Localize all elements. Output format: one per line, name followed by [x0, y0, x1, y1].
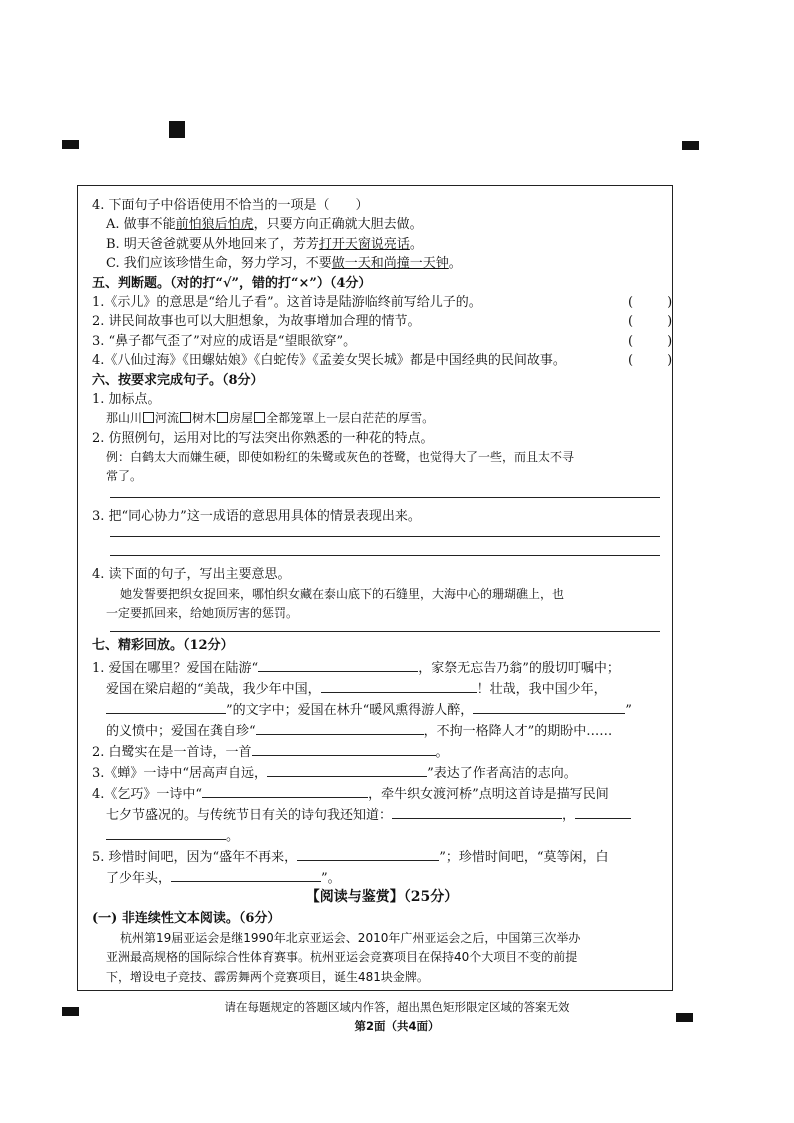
punctuation-box[interactable] — [180, 412, 191, 423]
registration-mark-top-square — [169, 121, 185, 138]
fill-blank[interactable] — [321, 678, 477, 693]
punctuation-sentence: 那山川 河流 树木 房屋 全都笼罩上一层白茫茫的厚雪。 — [106, 411, 435, 426]
fill-line: 3.《蝉》一诗中“居高声自远， ”表达了作者高洁的志向。 — [92, 762, 672, 783]
page-number: 第2面（共4面） — [354, 1019, 440, 1033]
fill-blank[interactable] — [256, 720, 424, 735]
fill-blank[interactable] — [202, 783, 368, 798]
fill-blank[interactable] — [106, 825, 226, 840]
fill-line: 。 — [92, 825, 672, 846]
fill-line: 2. 白鹭实在是一首诗，一首 。 — [92, 741, 672, 762]
reading-paragraph: 杭州第19届亚运会是继1990年北京亚运会、2010年广州亚运会之后，中国第三次举办 — [120, 930, 581, 945]
fill-line: 的义愤中；爱国在龚自珍“ ，不拘一格降人才”的期盼中…… — [92, 720, 672, 741]
answer-parens[interactable]: () — [628, 333, 707, 349]
judge-item: 3. “鼻子都气歪了”对应的成语是“望眼欲穿”。 () — [92, 332, 672, 351]
punctuation-box[interactable] — [217, 412, 228, 423]
answer-parens[interactable]: () — [628, 353, 707, 369]
punctuation-box[interactable] — [254, 412, 265, 423]
section-7-title: 七、精彩回放。（12分） — [92, 638, 234, 654]
fill-blank[interactable] — [258, 657, 418, 672]
answer-parens[interactable]: () — [628, 294, 707, 310]
fill-blank[interactable] — [392, 804, 562, 819]
q4-stem: 4. 下面句子中俗语使用不恰当的一项是（ ） — [92, 198, 369, 213]
judge-item: 1.《示儿》的意思是“给儿子看”。这首诗是陆游临终前写给儿子的。 () — [92, 293, 672, 312]
fill-line: 爱国在梁启超的“美哉，我少年中国， ！壮哉，我中国少年， — [92, 678, 672, 699]
section-6-title: 六、按要求完成句子。（8分） — [92, 372, 264, 388]
s6-q1: 1. 加标点。 — [92, 391, 161, 407]
s6-q4: 4. 读下面的句子，写出主要意思。 — [92, 567, 291, 583]
q4-option-c: C. 我们应该珍惜生命，努力学习，不要做一天和尚撞一天钟。 — [106, 256, 462, 272]
q4-option-b: B. 明天爸爸就要从外地回来了，芳芳打开天窗说亮话。 — [106, 236, 423, 252]
s6-q2: 2. 仿照例句，运用对比的写法突出你熟悉的一种花的特点。 — [92, 430, 434, 446]
reading-paragraph-cont: 亚洲最高规格的国际综合性体育赛事。杭州亚运会竞赛项目在保持40个大项目不变的前提 — [106, 950, 578, 965]
reading-subheading: (一) 非连续性文本阅读。（6分） — [92, 911, 281, 927]
punctuation-box[interactable] — [143, 412, 154, 423]
fill-line: 1. 爱国在哪里？爱国在陆游“ ，家祭无忘告乃翁”的殷切叮嘱中； — [92, 657, 672, 678]
q4-option-a: A. 做事不能前怕狼后怕虎，只要方向正确就大胆去做。 — [106, 217, 423, 233]
reading-heading: 【阅读与鉴赏】（25分） — [305, 889, 459, 906]
fill-blank[interactable] — [171, 867, 321, 882]
page-content — [92, 196, 707, 987]
registration-mark-top-left — [62, 140, 79, 149]
fill-line: 4.《乞巧》一诗中“ ，牵牛织女渡河桥”点明这首诗是描写民间 — [92, 783, 672, 804]
answer-area-notice: 请在每题规定的答题区域内作答，超出黑色矩形限定区域的答案无效 — [224, 1000, 570, 1014]
registration-mark-top-right — [682, 141, 699, 150]
s6-q3: 3. 把“同心协力”这一成语的意思用具体的情景表现出来。 — [92, 508, 421, 524]
fill-line: 5. 珍惜时间吧，因为“盛年不再来， ”；珍惜时间吧，“莫等闲，白 — [92, 846, 672, 867]
fill-blank[interactable] — [575, 804, 631, 819]
judge-item: 2. 讲民间故事也可以大胆想象，为故事增加合理的情节。 () — [92, 312, 672, 331]
s6-q4-sentence-cont: 一定要抓回来，给她顶厉害的惩罚。 — [106, 606, 299, 621]
answer-parens[interactable]: () — [628, 314, 707, 330]
fill-blank[interactable] — [267, 762, 427, 777]
fill-blank[interactable] — [473, 699, 625, 714]
fill-blank[interactable] — [252, 741, 436, 756]
fill-line: 七夕节盛况的。与传统节日有关的诗句我还知道： ， — [92, 804, 672, 825]
s6-q4-sentence: 她发誓要把织女捉回来，哪怕织女藏在泰山底下的石缝里，大海中心的珊瑚礁上，也 — [120, 586, 565, 601]
fill-blank[interactable] — [106, 699, 226, 714]
s6-q2-example-cont: 常了。 — [106, 469, 143, 484]
fill-line: ”的文字中；爱国在林升“暖风熏得游人醉， ” — [92, 699, 672, 720]
section-5-title: 五、判断题。（对的打“√”，错的打“×”）（4分） — [92, 275, 372, 291]
reading-paragraph-cont: 下，增设电子竞技、霹雳舞两个竞赛项目，诞生481块金牌。 — [106, 969, 429, 984]
fill-line: 了少年头， ”。 — [92, 867, 672, 888]
s6-q2-example: 例：白鹤太大而嫌生硬，即使如粉红的朱鹭或灰色的苍鹭，也觉得大了一些，而且太不寻 — [106, 450, 575, 465]
judge-item: 4.《八仙过海》《田螺姑娘》《白蛇传》《孟姜女哭长城》都是中国经典的民间故事。 () — [92, 351, 672, 370]
fill-blank[interactable] — [297, 846, 439, 861]
